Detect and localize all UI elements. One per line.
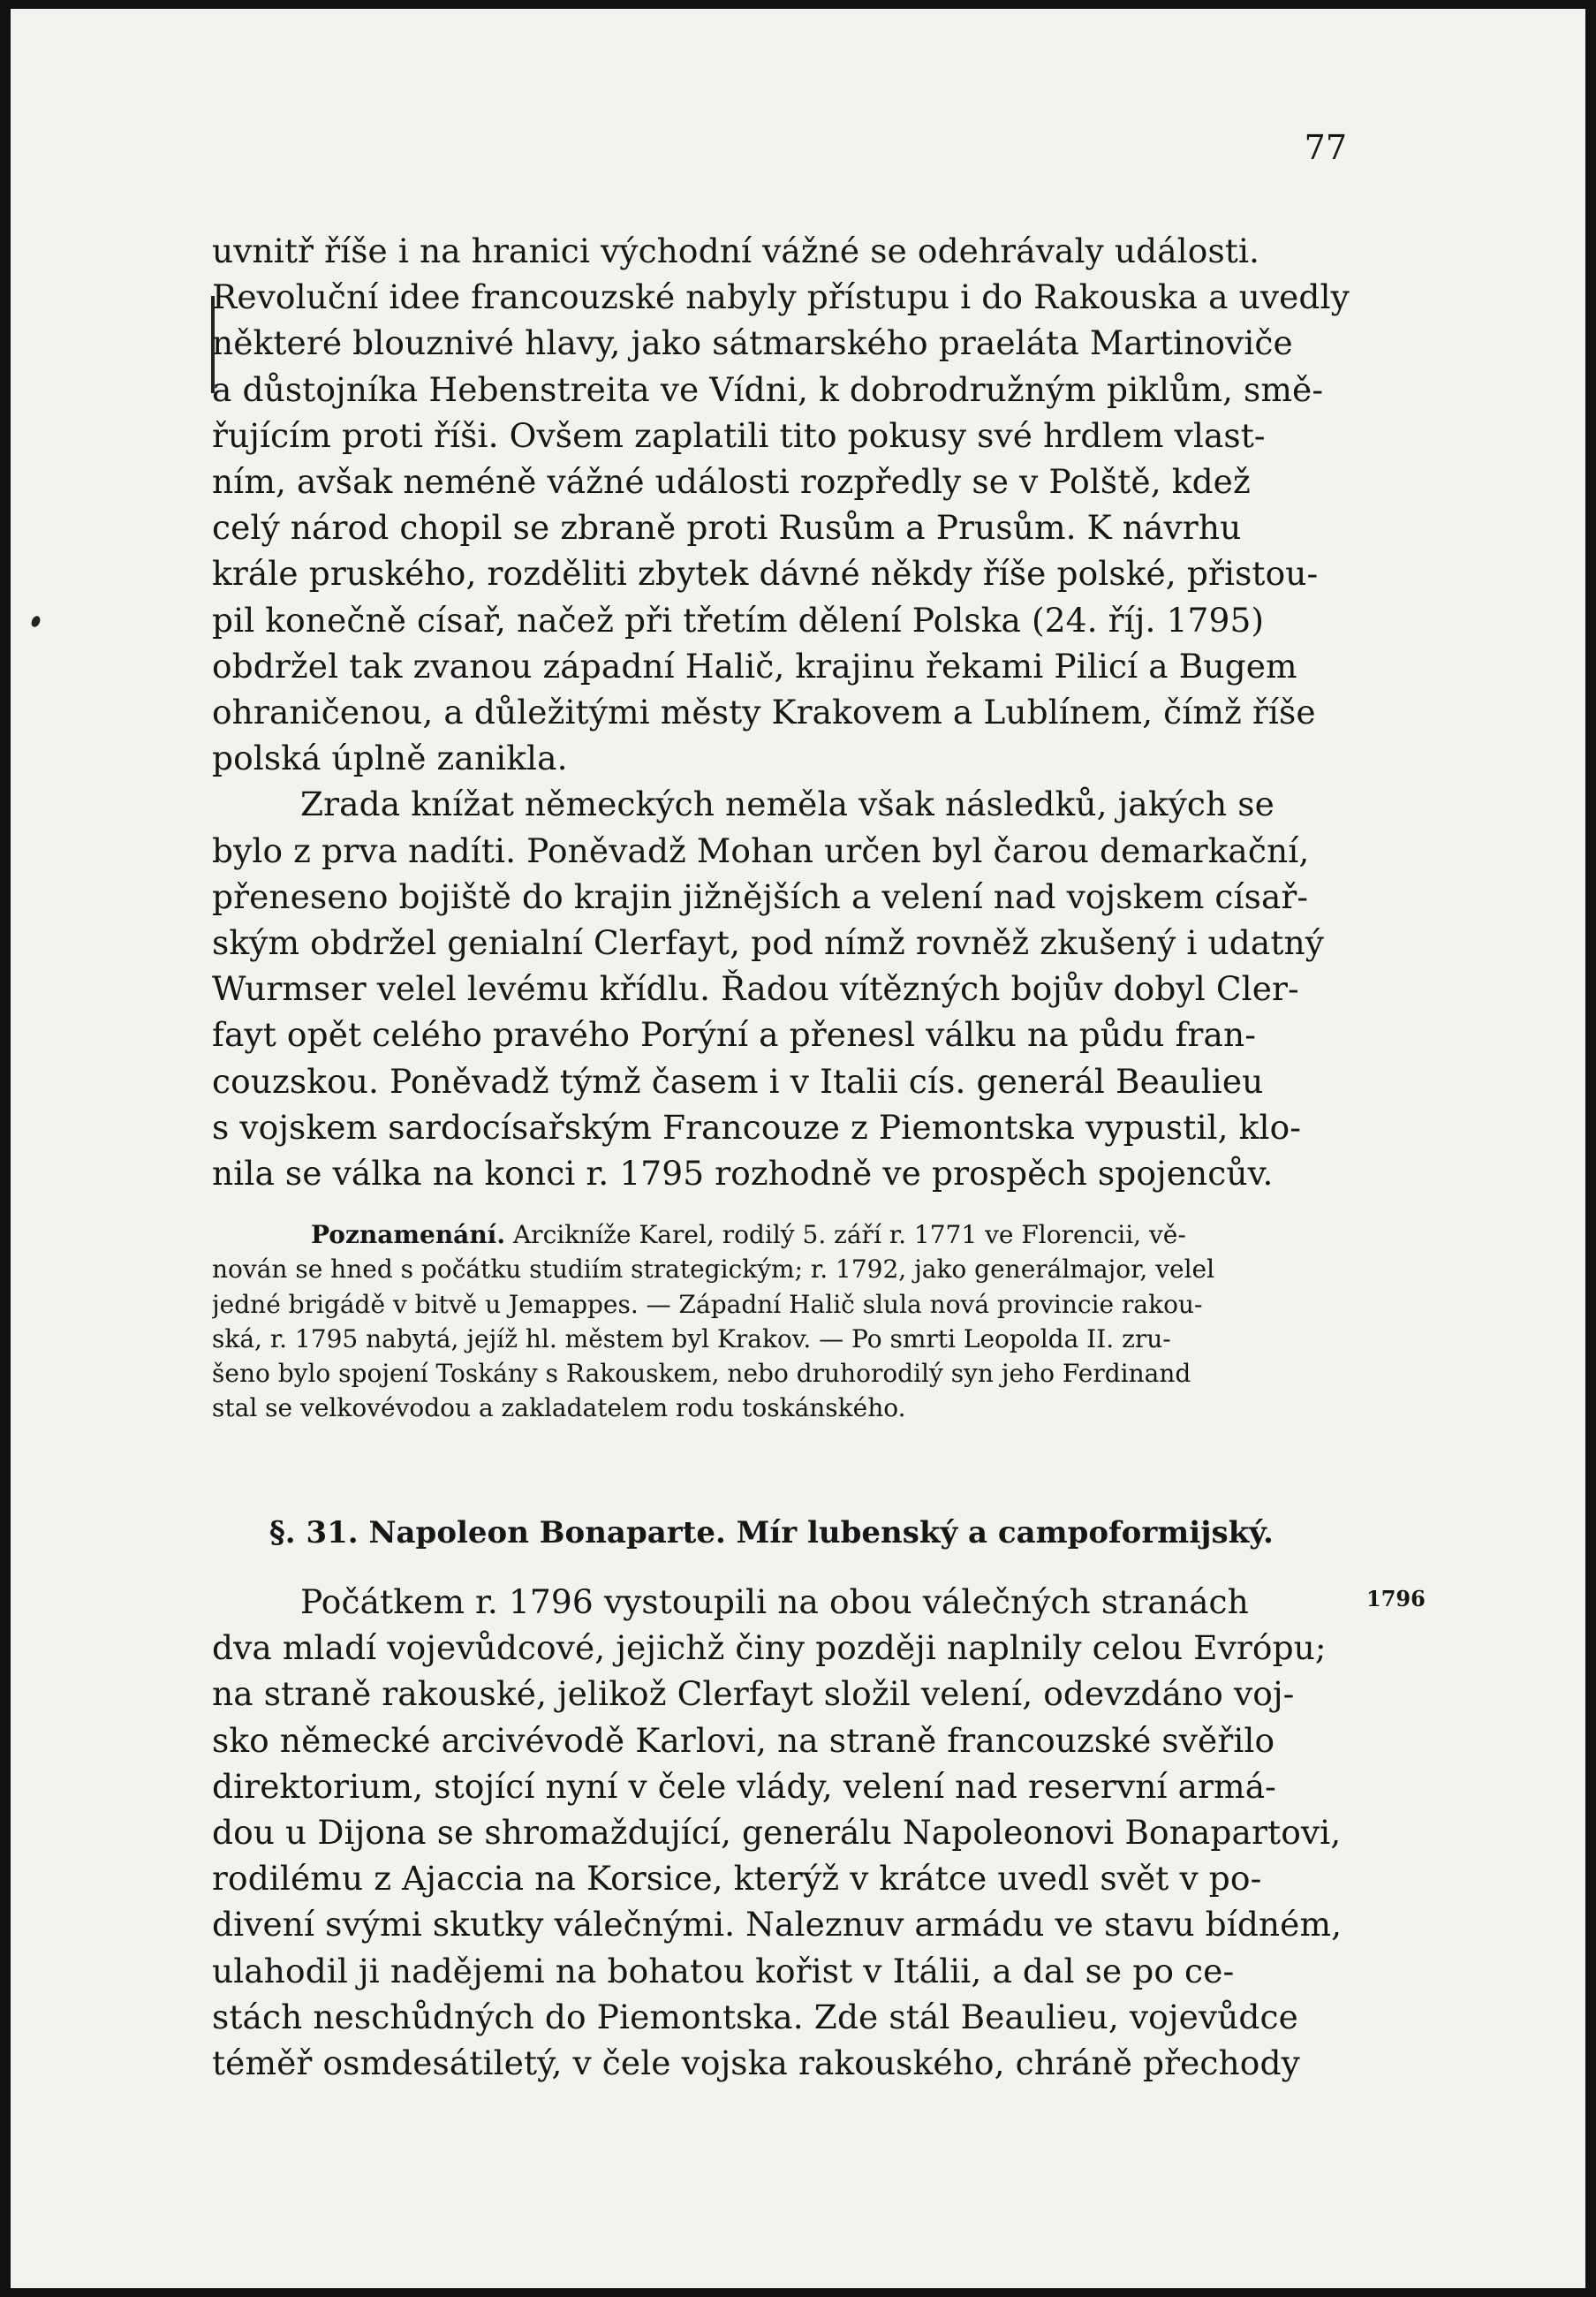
scan-border-top bbox=[0, 0, 1596, 9]
text-line: rodilému z Ajaccia na Korsice, kterýž v krátce uvedl svět v po- bbox=[212, 1859, 1262, 1899]
note-line: ská, r. 1795 nabytá, jejíž hl. městem byl Krakov. — Po smrti Leopolda II. zru- bbox=[212, 1323, 1171, 1353]
scan-border-bottom bbox=[0, 2288, 1596, 2297]
text-line: divení svými skutky válečnými. Naleznuv armádu ve stavu bídném, bbox=[212, 1905, 1343, 1944]
text-line: uvnitř říše i na hranici východní vážné se odehrávaly události. bbox=[212, 231, 1260, 270]
scan-border-left bbox=[0, 0, 11, 2297]
text-line: ním, avšak neméně vážné události rozpředly se v Polště, kdež bbox=[212, 462, 1251, 502]
text-line: ulahodil ji nadějemi na bohatou kořist v Itálii, a dal se po ce- bbox=[212, 1951, 1235, 1990]
text-line: dou u Dijona se shromaždující, generálu Napoleonovi Bonapartovi, bbox=[212, 1813, 1342, 1853]
page-number: 77 bbox=[1304, 128, 1347, 167]
note-line: šeno bylo spojení Toskány s Rakouskem, nebo druhorodilý syn jeho Ferdinand bbox=[212, 1359, 1191, 1389]
note-line bbox=[212, 1217, 1351, 1252]
text-line: Počátkem r. 1796 vystoupili na obou válečných stranách bbox=[300, 1582, 1249, 1621]
section-paragraph bbox=[212, 1579, 1351, 2086]
text-line: obdržel tak zvanou západní Halič, krajinu řekami Pilicí a Bugem bbox=[212, 646, 1297, 686]
main-text bbox=[212, 228, 1351, 1196]
text-line: celý národ chopil se zbraně proti Rusům a Prusům. K návrhu bbox=[212, 508, 1242, 548]
scan-border-right bbox=[1585, 0, 1596, 2297]
text-line: pil konečně císař, načež při třetím dělení Polska (24. říj. 1795) bbox=[212, 600, 1265, 640]
note-line: jedné brigádě v bitvě u Jemappes. — Západní Halič slula nová provincie rakou- bbox=[212, 1289, 1203, 1319]
note-line: nován se hned s počátku studiím strategickým; r. 1792, jako generálmajor, velel bbox=[212, 1255, 1215, 1285]
paragraph-2 bbox=[212, 781, 1351, 1196]
text-line: couzskou. Poněvadž týmž časem i v Italii cís. generál Beaulieu bbox=[212, 1061, 1264, 1101]
text-line: a důstojníka Hebenstreita ve Vídni, k dobrodružným piklům, smě- bbox=[212, 369, 1324, 409]
note-line-rest: Arcikníže Karel, rodilý 5. září r. 1771 ve Florencii, vě- bbox=[505, 1220, 1186, 1249]
text-line: Wurmser velel levému křídlu. Řadou vítězných bojův dobyl Cler- bbox=[212, 969, 1299, 1009]
text-line: téměř osmdesátiletý, v čele vojska rakouského, chráně přechody bbox=[212, 2043, 1300, 2083]
text-line: sko německé arcivévodě Karlovi, na straně francouzské svěřilo bbox=[212, 1720, 1275, 1760]
footnote-block bbox=[212, 1217, 1351, 1426]
text-line: Revoluční idee francouzské nabyly přístupu i do Rakouska a uvedly bbox=[212, 277, 1350, 317]
note-line: stal se velkovévodou a zakladatelem rodu toskánského. bbox=[212, 1393, 906, 1423]
text-line: přeneseno bojiště do krajin jižnějších a velení nad vojskem císař- bbox=[212, 876, 1309, 916]
text-line: řujícím proti říši. Ovšem zaplatili tito pokusy své hrdlem vlast- bbox=[212, 415, 1266, 455]
margin-year-note: 1796 bbox=[1366, 1586, 1426, 1611]
section-heading: §. 31. Napoleon Bonaparte. Mír lubenský a campoformijský. bbox=[269, 1515, 1274, 1550]
text-line: ohraničenou, a důležitými městy Krakovem a Lublínem, čímž říše bbox=[212, 693, 1316, 732]
section-text bbox=[212, 1579, 1351, 2086]
text-line: na straně rakouské, jelikož Clerfayt složil velení, odevzdáno voj- bbox=[212, 1674, 1295, 1714]
margin-ink-dot bbox=[30, 615, 42, 629]
text-line: bylo z prva nadíti. Poněvadž Mohan určen byl čarou demarkační, bbox=[212, 830, 1310, 870]
paragraph-1 bbox=[212, 228, 1351, 781]
text-line: dva mladí vojevůdcové, jejichž činy později naplnily celou Evrópu; bbox=[212, 1628, 1327, 1668]
text-line: Zrada knížat německých neměla však následků, jakých se bbox=[300, 785, 1275, 824]
text-line: nila se válka na konci r. 1795 rozhodně ve prospěch spojencův. bbox=[212, 1154, 1274, 1194]
text-line: s vojskem sardocísařským Francouze z Piemontska vypustil, klo- bbox=[212, 1107, 1302, 1147]
text-line: některé blouznivé hlavy, jako sátmarského praeláta Martinoviče bbox=[212, 323, 1293, 363]
text-line: stách neschůdných do Piemontska. Zde stál Beaulieu, vojevůdce bbox=[212, 1997, 1298, 2036]
note-label: Poznamenání. bbox=[311, 1220, 506, 1249]
text-line: ským obdržel genialní Clerfayt, pod nímž rovněž zkušený i udatný bbox=[212, 923, 1325, 963]
text-line: fayt opět celého pravého Porýní a přenesl válku na půdu fran- bbox=[212, 1015, 1256, 1055]
text-line: polská úplně zanikla. bbox=[212, 739, 568, 778]
text-line: direktorium, stojící nyní v čele vlády, velení nad reservní armá- bbox=[212, 1766, 1276, 1806]
text-line: krále pruského, rozděliti zbytek dávné někdy říše polské, přistou- bbox=[212, 554, 1319, 594]
